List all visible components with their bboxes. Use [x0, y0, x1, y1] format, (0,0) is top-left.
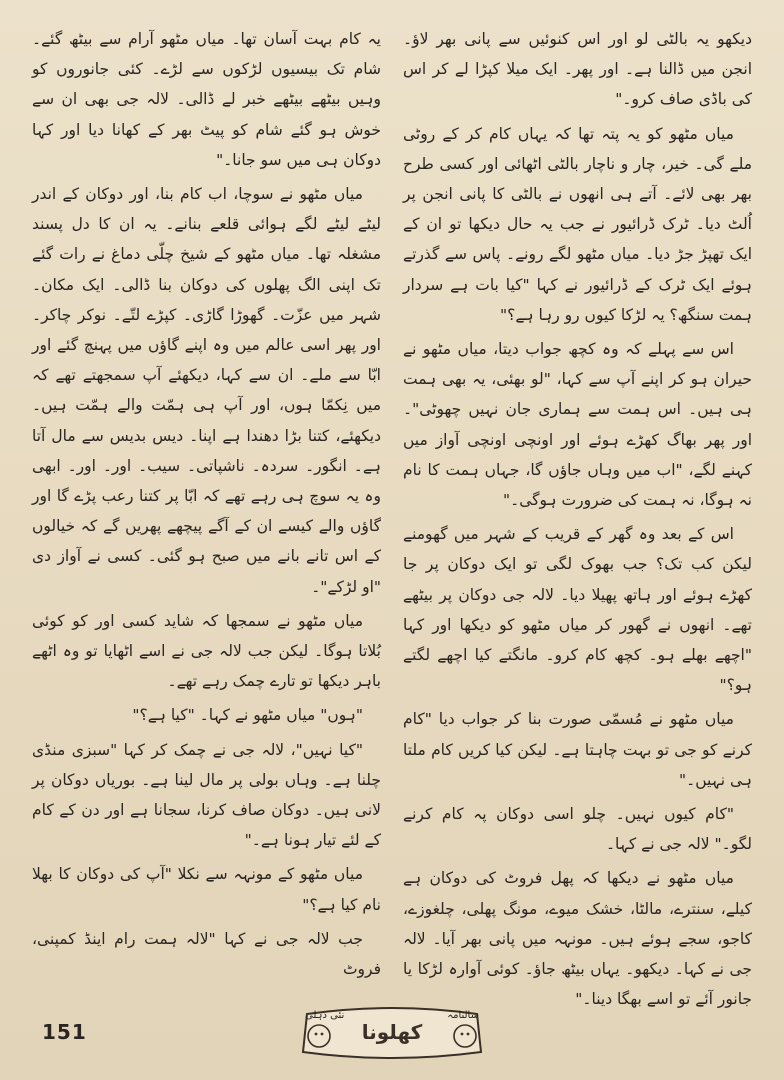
- left-column: [32, 24, 381, 984]
- paragraph: میاں مٹھو نے دیکھا کہ پھل فروٹ کی دوکان ہے کیلے، سنترے، مالٹا، خشک میوے، مونگ پھلی، چلغوزے، کاجو، سجے ہوئے ہیں۔ مونہہ میں پانی بھر آیا۔ لالہ جی نے کہا۔ دیکھو۔ یہاں بیٹھ جاؤ۔ کوئی آوارہ لڑکا یا جانور آئے تو اسے بھگا دینا۔": [403, 869, 752, 1009]
- paragraph: "ہوں" میاں مٹھو نے کہا۔ "کیا ہے؟": [132, 706, 363, 725]
- masthead-label-right: سالنامہ: [447, 1010, 479, 1021]
- paragraph: اس سے پہلے کہ وہ کچھ جواب دیتا، میاں مٹھو نے حیران ہو کر اپنے آپ سے کہا، "لو بھئی، یہ بھی ہمت ہی ہیں۔ اس ہمت سے ہماری جان نہیں چھوٹی"۔ اور پھر بھاگ کھڑے ہوئے اور اونچی اونچی آواز میں کہنے لگے، "اب میں وہاں جاؤں گا، جہاں ہمت کا نام نہ ہوگا، نہ ہمت کی ضرورت ہوگی۔": [403, 340, 752, 510]
- paragraph: میاں مٹھو نے سمجھا کہ شاید کسی اور کو کوئی بُلاتا ہوگا۔ لیکن جب لالہ جی نے اسے اٹھایا تو وہ اٹھے باہر دیکھا تو تارے چمک رہے تھے۔: [32, 611, 381, 691]
- right-column: [403, 24, 752, 1009]
- page-footer: [0, 990, 784, 1080]
- paragraph: جب لالہ جی نے کہا "لالہ ہمت رام اینڈ کمپنی، فروٹ: [32, 929, 381, 979]
- paragraph: یہ کام بہت آسان تھا۔ میاں مٹھو آرام سے بیٹھ گئے۔ شام تک بیسیوں لڑکوں سے لڑے۔ کئی جانوروں کو وہیں بیٹھے بیٹھے خبر لے ڈالی۔ لالہ جی بھی ان سے خوش ہو گئے شام کو پیٹ بھر کے کھانا دیا اور کہا دوکان ہی میں سو جانا۔": [32, 30, 381, 169]
- text-columns: [32, 24, 752, 1009]
- paragraph: میاں مٹھو کے مونہہ سے نکلا "آپ کی دوکان کا بھلا نام کیا ہے؟": [32, 865, 381, 914]
- masthead-title: کھلونا: [361, 1020, 423, 1044]
- paragraph: میاں مٹھو نے سوچا، اب کام بنا، اور دوکان کے اندر لیٹے لیٹے لگے ہوائی قلعے بنانے۔ یہ ان کا دل پسند مشغلہ تھا۔ میاں مٹھو کے شیخ چلّی دماغ نے رات گئے تک اپنی الگ پھلوں کی دوکان بنا ڈالی۔ ایک مکان۔ شہر میں عزّت۔ گھوڑا گاڑی۔ کپڑے لتّے۔ نوکر چاکر۔ اور پھر اسی عالم میں وہ اپنے گاؤں میں پہنچ گئے اور ابّا سے ملے۔ ان سے کہا، دیکھئے آپ سمجھتے تھے کہ میں نِکمّا ہوں، اور آپ ہی ہمّت والے ہمّت ہیں۔ دیکھئے، کتنا بڑا دھندا ہے اپنا۔ دیس بدیس سے مال آتا ہے۔ انگور۔ سردہ۔ ناشپاتی۔ سیب۔ اور۔ اور۔ ابھی وہ یہ سوچ ہی رہے تھے کہ ابّا پر کتنا رعب پڑے گا اور گاؤں والے کیسے ان کے آگے پیچھے پھریں گے کہ خیالوں کے اس تانے بانے میں صبح ہو گئی۔ کسی نے آواز دی "او لڑکے"۔: [32, 185, 381, 596]
- paragraph: میاں مٹھو نے مُسمّی صورت بنا کر جواب دیا "کام کرنے کو جی تو بہت چاہتا ہے۔ لیکن کیا کریں کام ملتا ہی نہیں۔": [403, 710, 752, 789]
- paragraph: دیکھو یہ بالٹی لو اور اس کنوئیں سے پانی بھر لاؤ۔ انجن میں ڈالنا ہے۔ اور پھر۔ ایک میلا کپڑا لے کر اس کی باڈی صاف کرو۔": [403, 30, 752, 109]
- page-number: 151: [42, 1020, 87, 1044]
- paragraph: میاں مٹھو کو یہ پتہ تھا کہ یہاں کام کر کے روٹی ملے گی۔ خیر، چار و ناچار بالٹی اٹھائی اور کسی طرح بھر بھی لائے۔ آتے ہی انھوں نے بالٹی کا پانی انجن پر اُلٹ دیا۔ ٹرک ڈرائیور نے جب یہ حال دیکھا تو ان کے ایک تھپڑ جڑ دیا۔ میاں مٹھو لگے رونے۔ پاس سے گذرتے ہوئے ایک ٹرک کے ڈرائیور نے کہا "کیا بات ہے سردار ہمت سنگھ؟ یہ لڑکا کیوں رو رہا ہے؟": [403, 124, 752, 324]
- magazine-masthead-logo: [297, 1006, 487, 1062]
- paragraph: "کام کیوں نہیں۔ چلو اسی دوکان پہ کام کرنے لگو۔" لالہ جی نے کہا۔: [403, 805, 752, 854]
- paragraph: اس کے بعد وہ گھر کے قریب کے شہر میں گھومنے لیکن کب تک؟ جب بھوک لگی تو ایک دوکان پر جا کھڑے ہوئے اور ہاتھ پھیلا دیا۔ لالہ جی دوکان پر بیٹھے تھے۔ انھوں نے گھور کر میاں مٹھو کو دیکھا اور کہا "اچھے بھلے ہو۔ کچھ کام کرو۔ مانگتے کیا اچھے لگتے ہو؟": [403, 525, 752, 695]
- paragraph: "کیا نہیں"، لالہ جی نے چمک کر کہا "سبزی منڈی چلنا ہے۔ وہاں بولی پر مال لینا ہے۔ بوریاں دوکان پر لانی ہیں۔ دوکان صاف کرنا، سجانا ہے اور دن کے کام کے لئے تیار ہونا ہے۔": [32, 740, 381, 850]
- masthead-label-left: نئی دہلی: [305, 1010, 345, 1021]
